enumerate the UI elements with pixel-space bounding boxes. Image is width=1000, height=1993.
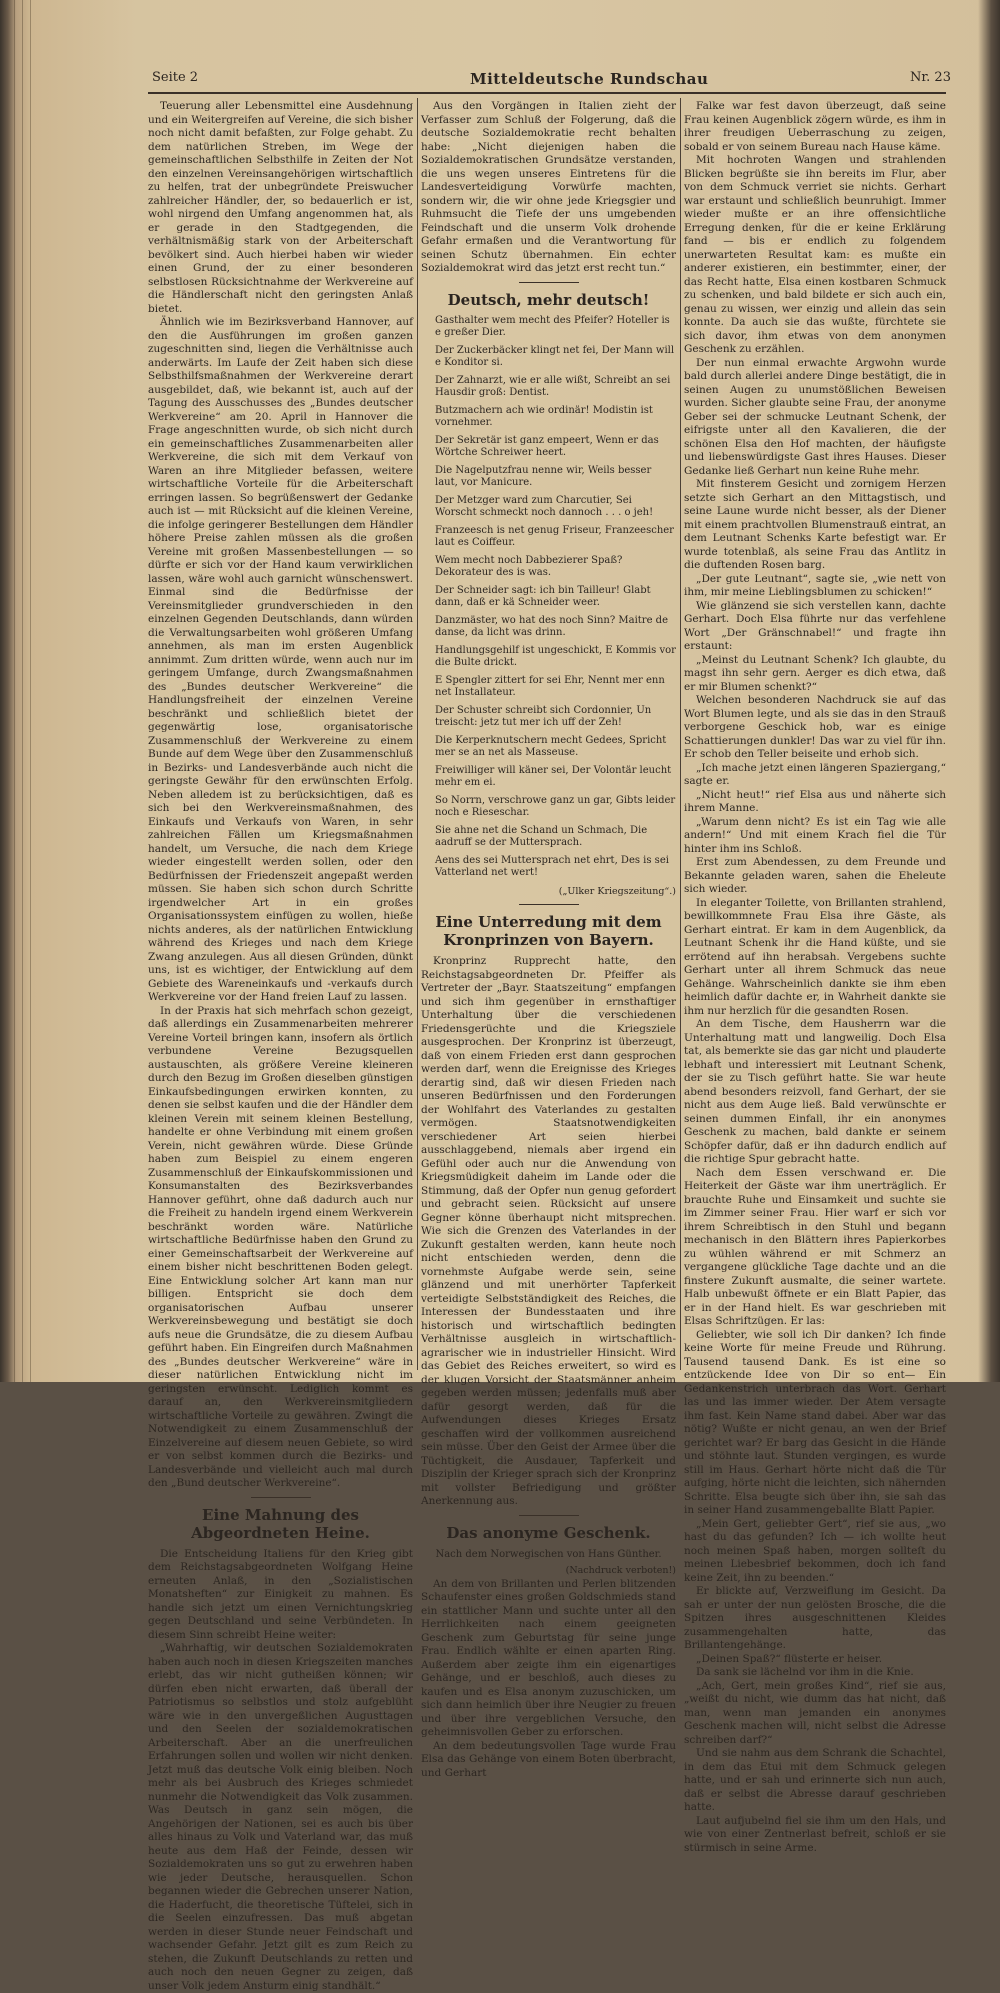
paragraph: „Nicht heut!“ rief Elsa aus und näherte sich ihrem Manne. xyxy=(684,788,946,814)
paragraph: „Der gute Leutnant“, sagte sie, „wie nett von ihm, mir meine Lieblingsblumen zu schicken!“ xyxy=(684,572,946,598)
poem-stanza: Der Metzger ward zum Charcutier, Sei Worscht schmeckt noch dannoch . . . o jeh! xyxy=(435,494,654,518)
poem-stanza: Handlungsgehilf ist ungeschickt, E Kommis vor die Bulte drickt. xyxy=(435,644,676,668)
poem-stanza: Der Schuster schreibt sich Cordonnier, Un treischt: jetz tut mer ich uff der Zeh! xyxy=(435,704,652,728)
paragraph: Wie glänzend sie sich verstellen kann, dachte Gerhart. Doch Elsa führte nur das verfehlene Wort „Der Gränschnabel!“ und fragte ihn erstaunt: xyxy=(684,599,946,652)
page-edge xyxy=(978,0,1000,1382)
article-heading: Das anonyme Geschenk. xyxy=(446,1523,651,1542)
issue-number: Nr. 23 xyxy=(910,70,951,85)
poem-stanza: Wem mecht noch Dabbezierer Spaß? Dekorateur des is was. xyxy=(435,554,623,578)
article-heading: Deutsch, mehr deutsch! xyxy=(447,290,650,309)
poem xyxy=(421,315,676,880)
paragraph: Aus den Vorgängen in Italien zieht der Verfasser zum Schluß der Folgerung, daß die deutsche Sozialdemokratie recht behalten habe: „Nicht diejenigen haben die Sozialdemokratischen Grundsätze verstanden, die uns wegen unseres Eintretens für die Landesverteidigung Vorwürfe machten, sondern wir, die wir ohne jede Kriegsgier und Ruhmsucht die Tiefe der uns umgebenden Feindschaft und die unserm Volk drohende Gefahr ermaßen und die Verantwortung für seinen Schutz übernahmen. Ein echter Sozialdemokrat wird das jetzt erst recht tun.“ xyxy=(421,100,676,274)
paragraph: Mit finsterem Gesicht und zornigem Herzen setzte sich Gerhart an den Mittagstisch, und seine Laune wurde nicht besser, als der Diener mit einem prachtvollen Blumenstrauß eintrat, an dem Leutnant Schenks Karte befestigt war. Er wurde totenblaß, als seine Frau das Antlitz in die duftenden Rosen barg. xyxy=(684,478,946,571)
poem-stanza: Die Kerperknutschern mecht Gedees, Spricht mer se an net als Masseuse. xyxy=(435,734,667,758)
paragraph: Und sie nahm aus dem Schrank die Schachtel, in dem das Etui mit dem Schmuck gelegen hatte, und er sah und erinnerte sich nun auch, daß er selbst die Abresse darauf geschrieben hatte. xyxy=(684,1747,946,1813)
paragraph: An dem bedeutungsvollen Tage wurde Frau Elsa das Gehänge von einem Boten überbracht, und Gerhart xyxy=(421,1739,676,1779)
poem-stanza: Aens des sei Muttersprach net ehrt, Des is sei Vatterland net wert! xyxy=(435,854,669,878)
paragraph: Die Entscheidung Italiens für den Krieg gibt dem Reichstagsabgeordneten Wolfgang Heine erneuten Anlaß, in den „Sozialistischen Monatsheften“ zur Einigkeit zu mahnen. Es handle sich jetzt um einen Vernichtungskrieg gegen Deutschland und seine Verbündeten. In diesem Sinn schreibt Heine weiter: xyxy=(148,1547,413,1641)
paragraph: In der Praxis hat sich mehrfach schon gezeigt, daß allerdings ein Zusammenarbeiten mehrerer Vereine Vorteil bringen kann, insofern als örtlich verbundene Vereine Bezugsquellen austauschten, als größere Vereine kleineren durch den Bezug im Großen dieselben günstigen Einkaufsbedingungen erwirken konnten, zu denen sie selbst kaufen und die der Händler dem kleinen Verein mit seinem kleinen Bestellung, handelte er ohne Verbindung mit einem großen Verein, nicht gewähren würde. Diese Gründe haben zum Beispiel zu einem engeren Zusammenschluß der Einkaufskommissionen und Konsumanstalten des Bezirksverbandes Hannover geführt, ohne daß dadurch auch nur die Freiheit zu handeln irgend einem Werkverein beschränkt worden wäre. Natürliche wirtschaftliche Bedürfnisse haben den Grund zu einer Gemeinschaftsarbeit der Werkvereine auf einem bisher nicht beschrittenen Boden gelegt. Eine Entwicklung solcher Art kann man nur billigen. Entspricht sie doch dem organisatorischen Aufbau unserer Werkvereinsbewegung und bestätigt sie doch aufs neue die Grundsätze, die zu diesem Aufbau geführt haben. Ein Eingreifen durch Maßnahmen des „Bundes deutscher Werkvereine“ wäre in dieser natürlichen Entwicklung nicht im geringsten erwünscht. Lediglich kommt es darauf an, den Werkvereinsmitgliedern wirtschaftliche Vorteile zu gewähren. Zwingt die Notwendigkeit zu einem Zusammenschluß der Einzelvereine auf diesem neuen Gebiete, so wird er von selbst kommen durch die Bezirks- und Landesverbände und vielleicht auch mal durch den „Bund deutscher Werkvereine“. xyxy=(148,1004,413,1489)
paragraph: „Warum denn nicht? Es ist ein Tag wie alle andern!“ Und mit einem Krach fiel die Tür hinter ihm ins Schloß. xyxy=(684,815,946,855)
poem-stanza: Danzmäster, wo hat des noch Sinn? Maitre de danse, da licht was drinn. xyxy=(435,614,668,638)
book-binding xyxy=(0,0,135,1382)
newspaper-title: Mitteldeutsche Rundschau xyxy=(470,70,709,88)
column-2 xyxy=(421,100,676,1779)
poem-stanza: Der Sekretär ist ganz empeert, Wenn er das Wörtche Schreiwer heert. xyxy=(435,434,659,458)
paragraph: Er blickte auf, Verzweiflung im Gesicht. Da sah er unter der nun gelösten Brosche, die die Spitzen ihres ausgeschnittenen Kleides zusammengehalten hatte, das Brillantengehänge. xyxy=(684,1585,946,1651)
paragraph: Mit hochroten Wangen und strahlenden Blicken begrüßte sie ihn bereits im Flur, aber von dem Schmuck verriet sie nichts. Gerhart war erstaunt und schließlich beunruhigt. Immer wieder mußte er an ihre offensichtliche Erregung denken, für die er keine Erklärung fand — bis er endlich zu folgendem unerwarteten Resultat kam: es mußte ein anderer existieren, ein bestimmter, einer, der das Recht hatte, Elsa einen kostbaren Schmuck zu schenken, und bald bildete er sich auch ein, genau zu wissen, wer einzig und allein das sein konnte. Da auch sie das wußte, fürchtete sie sich davor, ihm etwas von dem anonymen Geschenk zu erzählen. xyxy=(684,154,946,355)
header-rule xyxy=(148,92,946,94)
poem-stanza: E Spengler zittert for sei Ehr, Nennt mer enn net Installateur. xyxy=(435,674,665,698)
poem-stanza: Butzmachern ach wie ordinär! Modistin ist vornehmer. xyxy=(435,404,653,428)
paragraph: An dem Tische, dem Hausherrn war die Unterhaltung matt und langweilig. Doch Elsa tat, als bemerkte sie das gar nicht und plauderte lebhaft und interessiert mit Leutnant Schenk, der sie zu Tisch geführt hatte. Sie war heute abend besonders reizvoll, fand Gerhart, der sie nicht aus dem Auge ließ. Bald verwünschte er seinen dummen Einfall, ihr ein anonymes Geschenk zu machen, bald dankte er seinem Schöpfer dafür, daß er ihn dadurch endlich auf die richtige Spur gebracht hatte. xyxy=(684,1018,946,1165)
byline: Nach dem Norwegischen von Hans Günther. xyxy=(435,1548,662,1560)
page-number: Seite 2 xyxy=(152,70,199,85)
article-heading: Eine Mahnung des Abgeordneten Heine. xyxy=(191,1505,370,1542)
poem-stanza: Der Zahnarzt, wie er alle wißt, Schreibt an sei Hausdir groß: Dentist. xyxy=(435,374,671,398)
column-1 xyxy=(148,100,413,1992)
paragraph: „Deinen Spaß?“ flüsterte er heiser. xyxy=(696,1652,883,1665)
paragraph: „Wahrhaftig, wir deutschen Sozialdemokraten haben auch noch in diesen Kriegszeiten manches erlebt, das wir nicht gutheißen können; wir dürfen eben nicht erwarten, daß überall der Patriotismus so selbstlos und stolz aufgeblüht wäre wie in den unvergeßlichen Augusttagen und den Seelen der sozialdemokratischen Arbeiterschaft. Aber an die unerfreulichen Erfahrungen sollen und wollen wir nicht denken. Jetzt muß das deutsche Volk einig bleiben. Noch mehr als bei Ausbruch des Krieges schmiedet nunmehr die Notwendigkeit das Volk zusammen. Was Deutsch in ganz sein mögen, die Angehörigen der Nationen, sei es auch bis über alles hinaus zu Volk und Vaterland war, das muß heute aus dem Haß der Feinde, dessen wir Sozialdemokraten uns so gut zu erwehren haben wie jeder Deutsche, herausquellen. Schon begannen wieder die Gebrechen unserer Nation, die Haderfucht, die theoretische Tüftelei, sich in die Seelen einzufressen. Das muß abgetan werden in dieser Stunde neuer Feindschaft und wachsender Gefahr. Jetzt gilt es zum Reich zu stehen, die Zukunft Deutschlands zu retten und auch noch den neuen Gegner zu zeigen, daß unser Volk jedem Ansturm einig standhält.“ xyxy=(148,1642,413,1992)
paragraph: Welchen besonderen Nachdruck sie auf das Wort Blumen legte, und als sie das in den Strauß verborgene Geschick hob, war es einige Schattierungen dunkler! Das war zu viel für ihn. Er schob den Teller beiseite und erhob sich. xyxy=(684,694,946,760)
paragraph: „Ach, Gert, mein großes Kind“, rief sie aus, „weißt du nicht, wie dumm das hat nicht, daß man, wenn man jemanden ein anonymes Geschenk machen will, nicht selbst die Adresse schreiben darf?“ xyxy=(684,1679,946,1746)
poem-stanza: Gasthalter wem mecht des Pfeifer? Hoteller is e greßer Dier. xyxy=(435,314,670,338)
paragraph: Laut aufjubelnd fiel sie ihm um den Hals, und wie von einer Zentnerlast befreit, schloß er sie stürmisch in seine Arme. xyxy=(684,1814,946,1854)
poem-stanza: So Norrn, verschrowe ganz un gar, Gibts leider noch e Rieseschar. xyxy=(435,794,676,818)
paragraph: „Ich mache jetzt einen längeren Spaziergang,“ sagte er. xyxy=(684,761,946,787)
paragraph: Erst zum Abendessen, zu dem Freunde und Bekannte geladen waren, sahen die Eheleute sich wieder. xyxy=(684,856,946,895)
column-3 xyxy=(684,100,946,1854)
poem-stanza: Franzeesch is net genug Friseur, Franzeescher laut es Coiffeur. xyxy=(435,524,674,548)
paragraph: Nach dem Essen verschwand er. Die Heiterkeit der Gäste war ihm unerträglich. Er brauchte Ruhe und Einsamkeit und suchte sie im Zimmer seiner Frau. Hier warf er sich vor ihrem Schreibtisch in den Stuhl und begann mechanisch in den Blättern ihres Papierkorbes zu wühlen während er mit Schmerz an vergangene glückliche Tage dachte und an die finstere Zukunft ausmalte, die seiner wartete. Halb unbewußt öffnete er ein Blatt Papier, das er in der Hand hielt. Es war geschrieben mit Elsas Schriftzügen. Er las: xyxy=(684,1166,946,1327)
paragraph: Da sank sie lächelnd vor ihm in die Knie. xyxy=(696,1666,914,1678)
paragraph: „Mein Gert, geliebter Gert“, rief sie aus, „wo hast du das gefunden? Ich — ich wollte heut noch meinen Spaß haben, morgen sollteſt du meinen Liebesbrief bekommen, doch ich fand keine Zeit, ihn zu beenden.“ xyxy=(684,1517,946,1584)
paragraph: Der nun einmal erwachte Argwohn wurde bald durch allerlei andere Dinge bestätigt, die in seinen Augen zu unumstößlichen Beweisen wurden. Sicher glaubte seine Frau, der anonyme Geber sei der schmucke Leutnant Schenk, der eifrigste unter all den Kavalieren, die der schönen Elsa den Hof machten, der häufigste und liebenswürdigste Gast ihres Hauses. Dieser Gedanke ließ Gerhart nun keine Ruhe mehr. xyxy=(684,356,946,477)
paragraph: In eleganter Toilette, von Brillanten strahlend, bewillkommnete Frau Elsa ihre Gäste, als Gerhart eintrat. Er kam in dem Augenblick, da Leutnant Schenk ihr die Hand küßte, und sie errötend auf ihn herabsah. Vergebens suchte Gerhart unter all ihrem Schmuck das neue Gehänge. Wahrscheinlich dankte sie ihm eben heimlich dafür dachte er, in Wahrheit dankte sie ihm nur herzlich für die gesandten Rosen. xyxy=(684,896,946,1017)
reprint-note: (Nachdruck verboten!) xyxy=(565,1565,676,1576)
poem-source: („Ulker Kriegszeitung“.) xyxy=(558,885,676,897)
paragraph: Kronprinz Rupprecht hatte, den Reichstagsabgeordneten Dr. Pfeiffer als Vertreter der „Bayr. Staatszeitung“ empfangen und sich ihm gegenüber in ernsthaftiger Unterhaltung über die verschiedenen Friedensgerüchte und die Kriegsziele ausgesprochen. Der Kronprinz ist überzeugt, daß von einem Frieden erst dann gesprochen werden darf, wenn die Ereignisse des Krieges derartig sind, daß wir diesen Frieden nach unseren Bedürfnissen und den Forderungen der Wohlfahrt des Vaterlandes zu gestalten vermögen. Staatsnotwendigkeiten verschiedener Art seien hierbei ausschlaggebend, niemals aber irgend ein Gefühl oder auch nur die Anwendung von Kriegsmüdigkeit daheim im Lande oder die Stimmung, daß der Opfer nun genug gefordert und gebracht seien. Rücksicht auf unsere Gegner könne überhaupt nicht mitsprechen. Wie sich die Grenzen des Vaterlandes in der Zukunft gestalten werden, kann heute noch nicht entschieden werden, denn die vornehmste Aufgabe werde sein, seine glänzend und mit unerhörter Tapferkeit verteidigte Selbstständigkeit des Reiches, die Interessen der Bundesstaaten und ihre historisch und wirtschaftlich bedingten Verhältnisse ausgleich in wirtschaftlich-agrarischer wie in industrieller Hinsicht. Wird das Gebiet des Reiches erweitert, so wird es der klugen Vorsicht der Staatsmänner anheim gegeben werden müssen; jedenfalls muß aber dafür gesorgt werden, daß für die Aufwendungen dieses Krieges Ersatz geschaffen wird der vollkommen ausreichend sein müsse. Über den Geist der Armee über die Tüchtigkeit, die Ausdauer, Tapferkeit und Disziplin der Krieger sprach sich der Kronprinz mit vollster Befriedigung und größter Anerkennung aus. xyxy=(421,955,676,1507)
poem-stanza: Der Zuckerbäcker klingt net fei, Der Mann will e Konditor si. xyxy=(435,344,675,368)
paragraph: Geliebter, wie soll ich Dir danken? Ich finde keine Worte für meine Freude und Rührung. Tausend tausend Dank. Es ist eine so entzückende Idee von Dir so ent— Ein Gedankenstrich unterbrach das Wort. Gerhart las und las immer wieder. Der Atem versagte ihm fast. Kein Name stand dabei. Aber war das nötig? Wußte er nicht genau, an wen der Brief gerichtet war? Er barg das Gesicht in die Hände und stöhnte laut. Stunden vergingen, es wurde still im Haus. Gerhart hörte nicht daß die Tür aufging, hörte nicht die leichten, sich nähernden Schritte. Elsa beugte sich über ihn, sie sah das in seiner Hand zusammengeballte Blatt Papier. xyxy=(684,1328,946,1516)
paragraph: An dem von Brillanten und Perlen blitzenden Schaufenster eines großen Goldschmieds stand ein stattlicher Mann und suchte unter all den Herrlichkeiten nach einem geeigneten Geschenk zum Geburtstag für seine junge Frau. Endlich wählte er einen aparten Ring. Außerdem aber zeigte ihm ein eigenartiges Gehänge, und er beschloß, auch dieses zu kaufen und es Elsa anonym zuzuschicken, um sich dann heimlich über ihre Neugier zu freuen und über ihre vergeblichen Versuche, den geheimnisvollen Geber zu erforschen. xyxy=(421,1577,676,1738)
paragraph: Falke war fest davon überzeugt, daß seine Frau keinen Augenblick zögern würde, es ihm in ihrer freudigen Ueberraschung zu zeigen, sobald er von seinem Bureau nach Hause käme. xyxy=(684,100,946,153)
poem-stanza: Sie ahne net die Schand un Schmach, Die aadruff se der Muttersprach. xyxy=(435,824,648,848)
column-separator xyxy=(680,98,681,1370)
column-separator xyxy=(417,98,418,1370)
paragraph: Ähnlich wie im Bezirksverband Hannover, auf den die Ausführungen im großen ganzen zugeschnitten sind, liegen die Verhältnisse auch anderwärts. Im Laufe der Zeit haben sich diese Selbsthilfsmaßnahmen der Werkvereine derart ausgebildet, daß, wie bekannt ist, auch auf der Tagung des Ausschusses des „Bundes deutscher Werkvereine“ am 20. April in Hannover die Frage angeschnitten wurde, ob sich nicht durch ein gemeinschaftliches Zusammenarbeiten aller Werkvereine, die sich mit dem Verkauf von Waren an ihre Mitglieder befassen, weitere wirtschaftliche Vorteile für die Arbeiterschaft erringen lassen. So begrüßenswert der Gedanke auch ist — mit Rücksicht auf die kleinen Vereine, die infolge geringerer Bestellungen dem Händler höhere Preise zahlen müssen als die großen Vereine mit großen Massenbestellungen — so dürfte er sich vor der Hand kaum verwirklichen lassen, wäre wohl auch garnicht wünschenswert. Einmal sind die Bedürfnisse der Vereinsmitglieder grundverschieden in den einzelnen Gegenden Deutschlands, dann würden die Verwaltungsarbeiten wohl größeren Umfang annehmen, als man im ersten Augenblick annimmt. Zum dritten würde, wenn auch nur im geringem Umfange, durch Zwangsmaßnahmen des „Bundes deutscher Werkvereine“ die Handlungsfreiheit der einzelnen Vereine beschränkt und schließlich bietet der gegenwärtig lose, organisatorische Zusammenschluß der Werkvereine zu einem Bunde auf dem Wege über den Zusammenschluß in Bezirks- und Landesverbände auch nicht die geringste Gewähr für den erwünschten Erfolg. Neben alledem ist zu berücksichtigen, daß es sich bei den Werkvereinsmaßnahmen, des Einkaufs und Verkaufs von Waren, in sehr zahlreichen Fällen um Kriegsmaßnahmen handelt, um Versuche, die nach dem Kriege wieder eingestellt werden sollen, oder den Bedürfnissen der Friedenszeit angepaßt werden müssen. Sie haben sich schon durch Schritte irgendwelcher Art in ein großes Organisationssystem einfügen zu wollen, hieße nichts anderes, als der natürlichen Entwicklung während des Krieges und nach dem Kriege Zwang anzulegen. Aus all diesen Gründen, dünkt uns, ist es wichtiger, der Entwicklung auf dem Gebiete des Wareneinkaufs und -verkaufs durch Werkvereine vor der Hand freien Lauf zu lassen. xyxy=(148,316,413,1003)
paragraph: Teuerung aller Lebensmittel eine Ausdehnung und ein Weitergreifen auf Vereine, die sich bisher noch nicht damit befaßten, zur Folge gehabt. Zu dem natürlichen Streben, im Wege der gemeinschaftlichen Selbsthilfe in Zeiten der Not den einzelnen Vereinsangehörigen wirtschaftlich zu helfen, trat der unbegründete Preiswucher zahlreicher Händler, der, so bedauerlich er ist, wohl nirgend den Umfang angenommen hat, als er gerade in den Stadtgegenden, die verhältnismäßig stark von der Arbeiterschaft bevölkert sind. Auch hierbei haben wir wieder einen Grund, der zu einer besonderen selbstlosen Rücksichtnahme der Werkvereine auf die Händlerschaft nicht den geringsten Anlaß bietet. xyxy=(148,100,413,315)
poem-stanza: Freiwilliger will käner sei, Der Volontär leucht mehr em ei. xyxy=(435,764,672,788)
article-heading: Eine Unterredung mit dem Kronprinzen von Bayern. xyxy=(435,913,662,949)
paragraph: „Meinst du Leutnant Schenk? Ich glaubte, du magst ihn sehr gern. Aerger es dich etwa, daß er mir Blumen schenkt?“ xyxy=(684,653,946,693)
poem-stanza: Die Nagelputzfrau nenne wir, Weils besser laut, vor Manicure. xyxy=(435,464,652,488)
poem-stanza: Der Schneider sagt: ich bin Tailleur! Glabt dann, daß er kä Schneider weer. xyxy=(435,584,651,608)
